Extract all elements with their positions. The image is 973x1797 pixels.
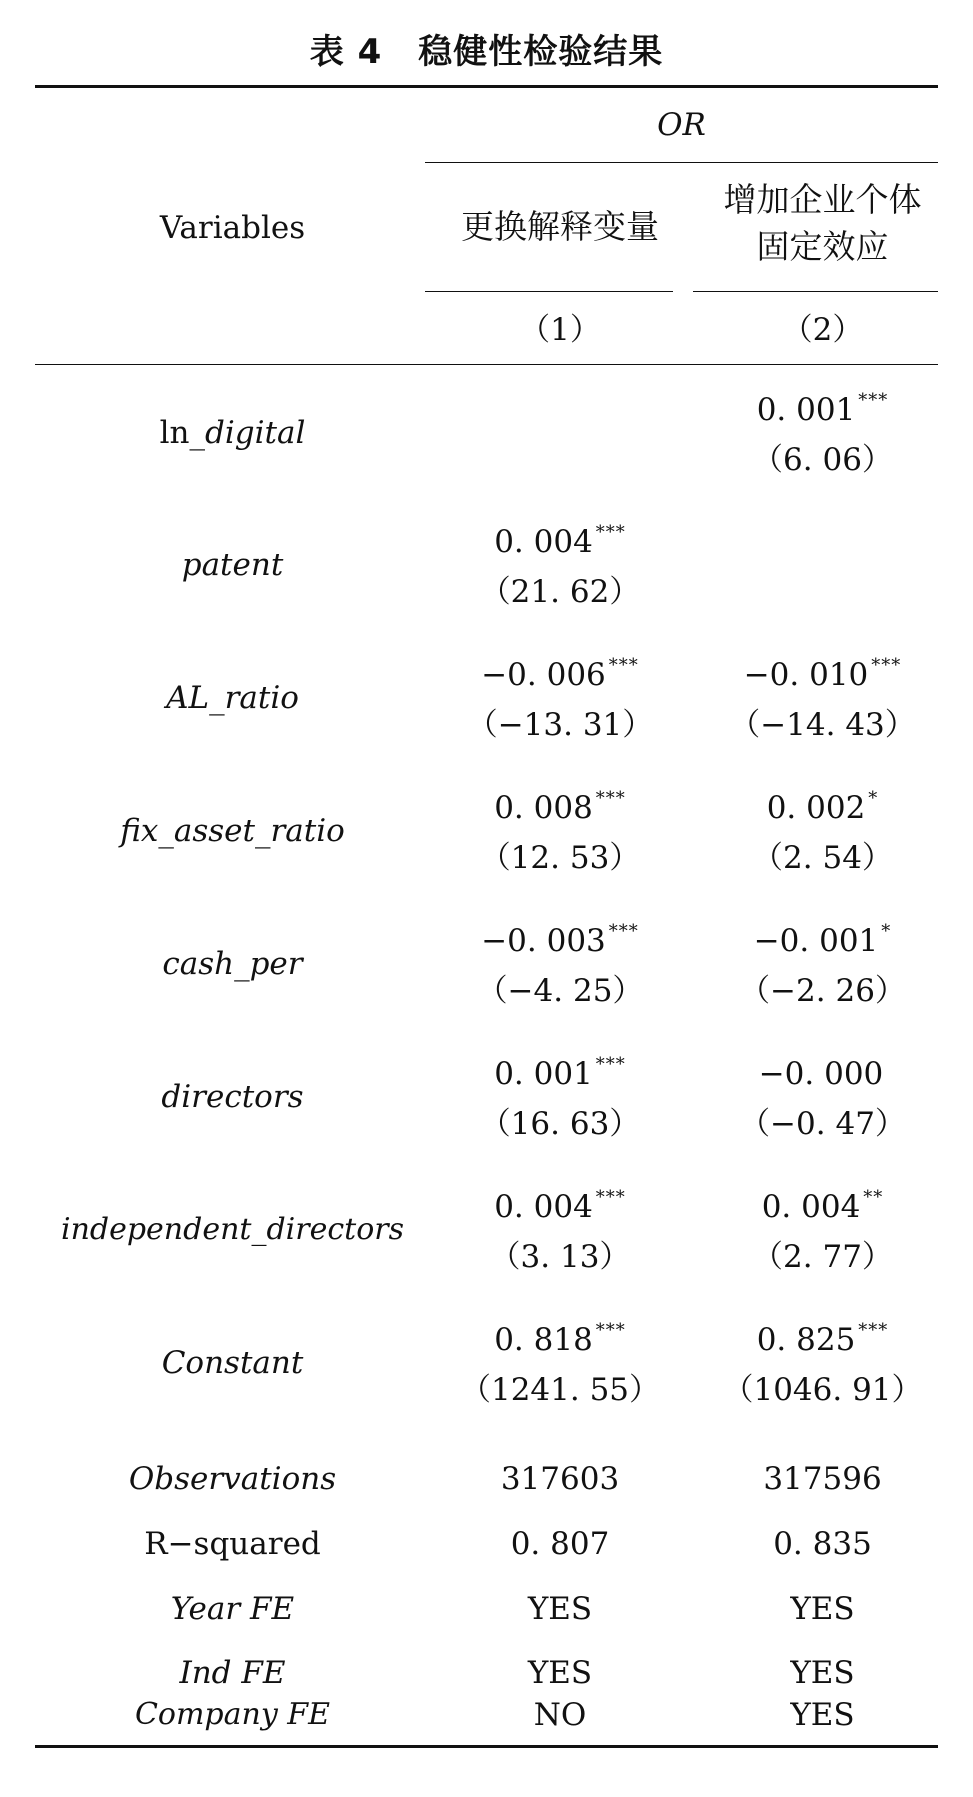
group-rule (425, 162, 938, 163)
row-name-al-ratio: AL_ratio (166, 680, 299, 716)
coef-cash-per-col2: −0. 001 * (753, 921, 892, 959)
coef-directors-col1: 0. 001 *** (494, 1054, 626, 1092)
tstat-al-ratio-col1: （−13. 31） (466, 707, 654, 743)
col2-number: （2） (781, 312, 864, 348)
stat-r-squared-col2: 0. 835 (773, 1526, 872, 1562)
stat-company-fe-col2: YES (790, 1697, 855, 1733)
table-caption (0, 24, 973, 73)
coef-constant-col1: 0. 818 *** (494, 1320, 626, 1358)
row-name-directors: directors (161, 1079, 304, 1115)
tstat-ln-digital-col2: （6. 06） (752, 442, 893, 478)
col1-rule (425, 291, 673, 292)
col2-title: 增加企业个体 固定效应 (723, 180, 922, 266)
tstat-independent-directors-col1: （3. 13） (489, 1239, 631, 1275)
stat-name-ind-fe: Ind FE (179, 1655, 286, 1691)
group-header: OR (657, 107, 706, 143)
row-name-ln-digital: ln_digital (159, 415, 306, 451)
stat-year-fe-col1: YES (527, 1591, 593, 1627)
header-rule (35, 364, 938, 365)
row-name-fix-asset-ratio: fix_asset_ratio (120, 813, 345, 849)
stat-ind-fe-col1: YES (527, 1655, 593, 1691)
tstat-al-ratio-col2: （−14. 43） (729, 707, 916, 743)
stat-r-squared-col1: 0. 807 (510, 1526, 610, 1562)
stat-ind-fe-col2: YES (790, 1655, 855, 1691)
col2-rule (693, 291, 938, 292)
coef-ln-digital-col2: 0. 001 *** (756, 390, 889, 428)
tstat-fix-asset-ratio-col2: （2. 54） (752, 840, 893, 876)
stat-observations-col2: 317596 (763, 1461, 882, 1497)
coef-fix-asset-ratio-col2: 0. 002 * (766, 788, 879, 826)
table-title: 稳健性检验结果 (418, 32, 664, 72)
tstat-independent-directors-col2: （2. 77） (752, 1239, 893, 1275)
stat-year-fe-col2: YES (790, 1591, 855, 1627)
row-name-independent-directors: independent_directors (60, 1212, 405, 1247)
bottom-rule (35, 1745, 938, 1748)
tstat-patent-col1: （21. 62） (479, 574, 641, 610)
tstat-directors-col2: （−0. 47） (739, 1106, 906, 1142)
coef-fix-asset-ratio-col1: 0. 008 *** (494, 788, 626, 826)
col1-title: 更换解释变量 (461, 207, 659, 246)
stat-name-company-fe: Company FE (134, 1697, 331, 1732)
coef-independent-directors-col1: 0. 004 *** (494, 1187, 626, 1225)
coef-constant-col2: 0. 825 *** (756, 1320, 889, 1358)
row-name-constant: Constant (161, 1345, 304, 1381)
coef-independent-directors-col2: 0. 004 ** (761, 1187, 884, 1225)
tstat-constant-col1: （1241. 55） (459, 1372, 661, 1408)
coef-patent-col1: 0. 004 *** (494, 522, 626, 560)
stat-name-year-fe: Year FE (170, 1591, 295, 1627)
stat-observations-col1: 317603 (500, 1461, 620, 1497)
stat-company-fe-col1: NO (533, 1697, 587, 1733)
tstat-cash-per-col1: （−4. 25） (476, 973, 644, 1009)
stat-name-r-squared: R−squared (144, 1526, 321, 1562)
coef-cash-per-col1: −0. 003 *** (481, 921, 639, 959)
tstat-directors-col1: （16. 63） (479, 1106, 641, 1142)
coef-directors-col2: −0. 000 (758, 1056, 884, 1092)
top-rule (35, 85, 938, 88)
tstat-cash-per-col2: （−2. 26） (739, 973, 906, 1009)
table-number: 表 4 (309, 32, 383, 72)
row-name-patent: patent (181, 547, 284, 583)
col1-number: （1） (519, 312, 601, 348)
coef-al-ratio-col2: −0. 010 *** (743, 655, 902, 693)
tstat-fix-asset-ratio-col1: （12. 53） (479, 840, 641, 876)
coef-al-ratio-col1: −0. 006 *** (481, 655, 639, 693)
stat-name-observations: Observations (128, 1461, 337, 1497)
row-name-cash-per: cash_per (162, 946, 303, 982)
variables-header: Variables (159, 210, 306, 246)
tstat-constant-col2: （1046. 91） (722, 1372, 923, 1408)
